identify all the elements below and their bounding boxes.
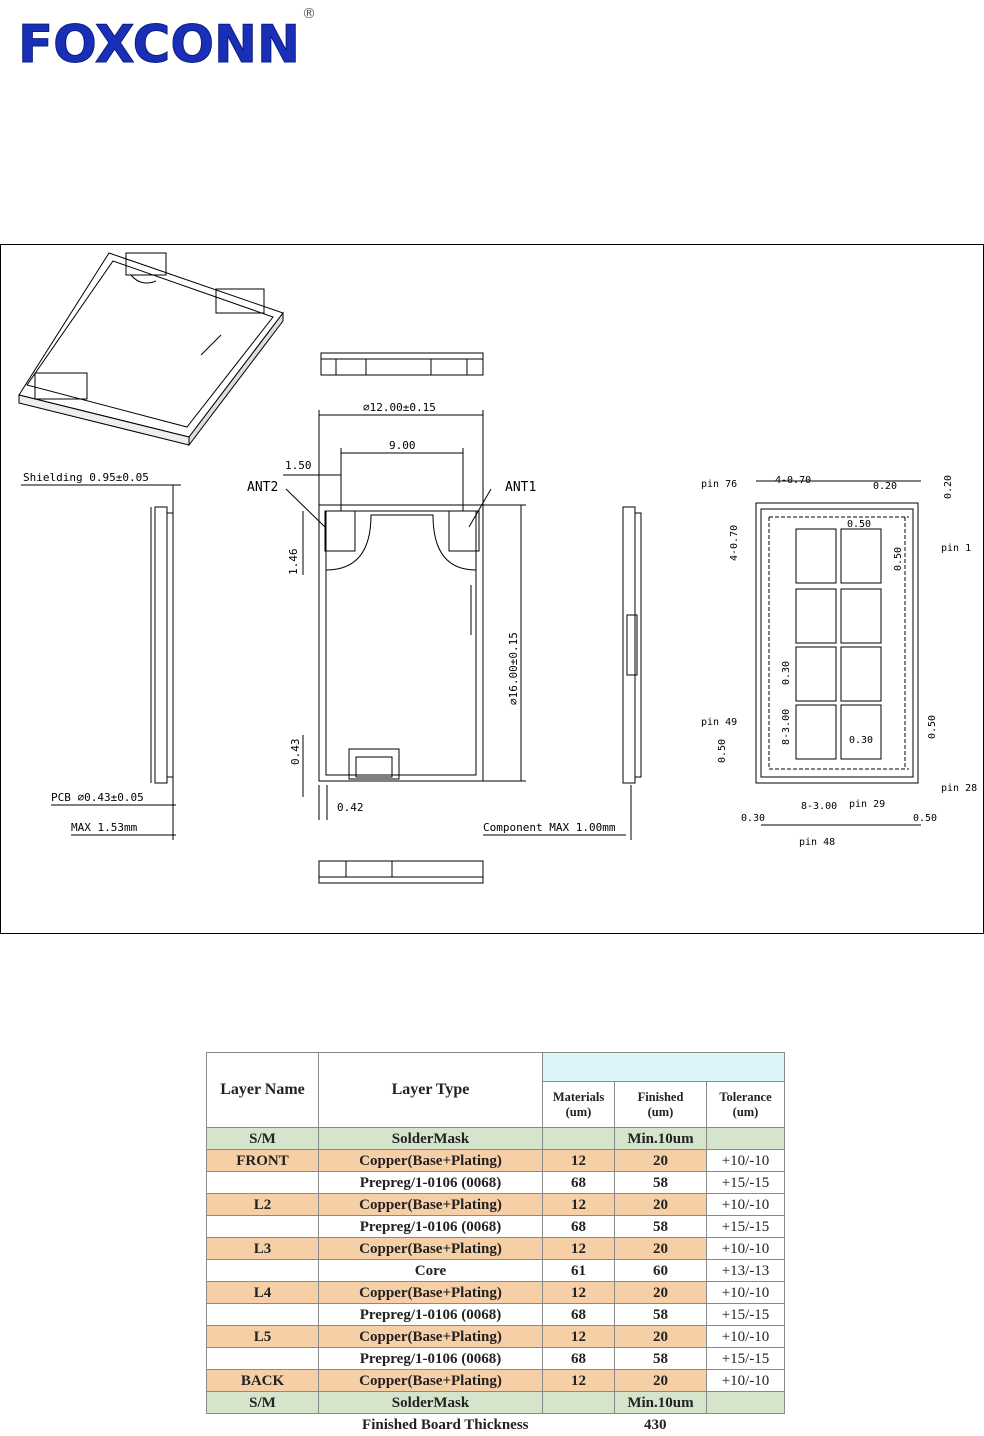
width-dim: ⌀12.00±0.15 [363, 401, 436, 414]
cell-layer-type: Copper(Base+Plating) [319, 1238, 543, 1260]
cell-layer-type: SolderMask [319, 1392, 543, 1414]
cell-materials: 61 [543, 1260, 615, 1282]
cell-tolerance: +15/-15 [707, 1304, 785, 1326]
pin29-label: pin 29 [849, 799, 885, 810]
cell-finished: 58 [615, 1304, 707, 1326]
cell-tolerance: +10/-10 [707, 1194, 785, 1216]
cell-layer-name [207, 1304, 319, 1326]
cell-layer-type: Copper(Base+Plating) [319, 1150, 543, 1172]
cell-layer-type: Copper(Base+Plating) [319, 1194, 543, 1216]
shielding-label: Shielding 0.95±0.05 [23, 471, 149, 484]
logo-text: FOXCONN [18, 15, 300, 70]
dim-050d: 0.50 [927, 715, 938, 739]
right-side-view [623, 507, 641, 783]
pin28-label: pin 28 [941, 783, 977, 794]
header-tolerance: Tolerance (um) [707, 1082, 785, 1128]
pcb-label: PCB ⌀0.43±0.05 [51, 791, 144, 804]
cell-tolerance: +10/-10 [707, 1282, 785, 1304]
cell-layer-type: Copper(Base+Plating) [319, 1370, 543, 1392]
dim-050b: 0.50 [893, 547, 904, 571]
cell-layer-type: Core [319, 1260, 543, 1282]
cell-layer-name: BACK [207, 1370, 319, 1392]
cell-tolerance: +10/-10 [707, 1238, 785, 1260]
table-row [207, 1128, 785, 1150]
bottom-gap: 0.43 [289, 739, 302, 766]
cell-layer-type: Prepreg/1-0106 (0068) [319, 1216, 543, 1238]
table-row [207, 1370, 785, 1392]
foxconn-logo [16, 0, 316, 70]
cell-layer-name: L4 [207, 1282, 319, 1304]
table-row [207, 1238, 785, 1260]
cell-materials: 12 [543, 1238, 615, 1260]
header-group [543, 1053, 785, 1082]
dim-030a: 0.30 [781, 661, 792, 685]
cell-tolerance [707, 1392, 785, 1414]
cell-layer-type: Prepreg/1-0106 (0068) [319, 1348, 543, 1370]
cell-tolerance: +15/-15 [707, 1348, 785, 1370]
cell-layer-name [207, 1216, 319, 1238]
component-max: Component MAX 1.00mm [483, 821, 616, 834]
table-row [207, 1282, 785, 1304]
cell-layer-name: L5 [207, 1326, 319, 1348]
cell-tolerance: +13/-13 [707, 1260, 785, 1282]
cell-finished: Min.10um [615, 1128, 707, 1150]
cell-materials: 68 [543, 1172, 615, 1194]
pin48-label: pin 48 [799, 837, 835, 848]
cell-materials: 68 [543, 1348, 615, 1370]
table-row [207, 1150, 785, 1172]
dim-020b: 0.20 [943, 475, 954, 499]
table-row [207, 1172, 785, 1194]
cell-tolerance: +10/-10 [707, 1150, 785, 1172]
cell-materials: 12 [543, 1194, 615, 1216]
pitch-left: 4-0.70 [729, 525, 740, 561]
dim-050e: 0.50 [913, 813, 937, 824]
dim-8x300: 8-3.00 [781, 709, 792, 745]
top-side-view [321, 353, 483, 375]
cell-materials: 12 [543, 1326, 615, 1348]
inner-dim: 9.00 [389, 439, 416, 452]
header-layer-type: Layer Type [319, 1053, 543, 1128]
front-view [319, 505, 483, 781]
cell-finished: 20 [615, 1238, 707, 1260]
cell-tolerance: +10/-10 [707, 1370, 785, 1392]
cell-finished: 60 [615, 1260, 707, 1282]
dim-030c: 0.30 [741, 813, 765, 824]
pin1-label: pin 1 [941, 543, 971, 554]
dim-050c: 0.50 [717, 739, 728, 763]
max-label: MAX 1.53mm [71, 821, 138, 834]
cell-finished: 58 [615, 1348, 707, 1370]
table-row [207, 1348, 785, 1370]
header-finished: Finished (um) [615, 1082, 707, 1128]
dim-050a: 0.50 [847, 519, 871, 530]
cell-tolerance: +15/-15 [707, 1216, 785, 1238]
cell-layer-name: L3 [207, 1238, 319, 1260]
cell-layer-name: FRONT [207, 1150, 319, 1172]
table-row [207, 1216, 785, 1238]
cell-layer-type: Copper(Base+Plating) [319, 1282, 543, 1304]
left-offset: 1.50 [285, 459, 312, 472]
pitch-top: 4-0.70 [775, 475, 811, 486]
cell-layer-name: L2 [207, 1194, 319, 1216]
cell-layer-type: Prepreg/1-0106 (0068) [319, 1172, 543, 1194]
pin76-label: pin 76 [701, 479, 737, 490]
cell-layer-name [207, 1260, 319, 1282]
cell-finished: 58 [615, 1172, 707, 1194]
cell-finished: 20 [615, 1282, 707, 1304]
table-row [207, 1304, 785, 1326]
table-row [207, 1326, 785, 1348]
header-layer-name: Layer Name [207, 1053, 319, 1128]
cell-finished: 20 [615, 1150, 707, 1172]
bottom-side-view [319, 861, 483, 883]
cell-materials: 68 [543, 1304, 615, 1326]
cell-layer-type: SolderMask [319, 1128, 543, 1150]
cell-materials: 12 [543, 1370, 615, 1392]
cell-tolerance: +10/-10 [707, 1326, 785, 1348]
table-row [207, 1392, 785, 1414]
ant2-label: ANT2 [247, 480, 278, 495]
registered-mark: ® [302, 6, 316, 22]
cell-layer-name: S/M [207, 1392, 319, 1414]
height-left: 1.46 [287, 549, 300, 576]
stackup-table [206, 1052, 785, 1436]
isometric-view [19, 253, 283, 445]
cell-layer-type: Copper(Base+Plating) [319, 1326, 543, 1348]
cell-materials [543, 1128, 615, 1150]
cell-materials: 68 [543, 1216, 615, 1238]
cell-finished: 20 [615, 1370, 707, 1392]
bottom-offset: 0.42 [337, 801, 364, 814]
mechanical-drawing [0, 244, 984, 934]
cell-finished: 58 [615, 1216, 707, 1238]
cell-materials [543, 1392, 615, 1414]
header-materials: Materials (um) [543, 1082, 615, 1128]
cell-finished: Min.10um [615, 1392, 707, 1414]
left-side-view [151, 507, 173, 783]
cell-finished: 20 [615, 1194, 707, 1216]
cell-materials: 12 [543, 1282, 615, 1304]
cell-layer-name: S/M [207, 1128, 319, 1150]
dim-020a: 0.20 [873, 481, 897, 492]
total-label: Finished Board Thickness [207, 1414, 543, 1436]
cell-tolerance [707, 1128, 785, 1150]
height-dim: ⌀16.00±0.15 [507, 632, 520, 705]
table-row [207, 1260, 785, 1282]
dim-030b: 0.30 [849, 735, 873, 746]
total-value: 430 [543, 1414, 707, 1436]
cell-materials: 12 [543, 1150, 615, 1172]
cell-layer-type: Prepreg/1-0106 (0068) [319, 1304, 543, 1326]
dim-8x300b: 8-3.00 [801, 801, 837, 812]
cell-finished: 20 [615, 1326, 707, 1348]
ant1-label: ANT1 [505, 480, 536, 495]
pin49-label: pin 49 [701, 717, 737, 728]
table-row [207, 1194, 785, 1216]
cell-tolerance: +15/-15 [707, 1172, 785, 1194]
cell-layer-name [207, 1172, 319, 1194]
stackup-table-container [206, 1052, 784, 1436]
cell-layer-name [207, 1348, 319, 1370]
